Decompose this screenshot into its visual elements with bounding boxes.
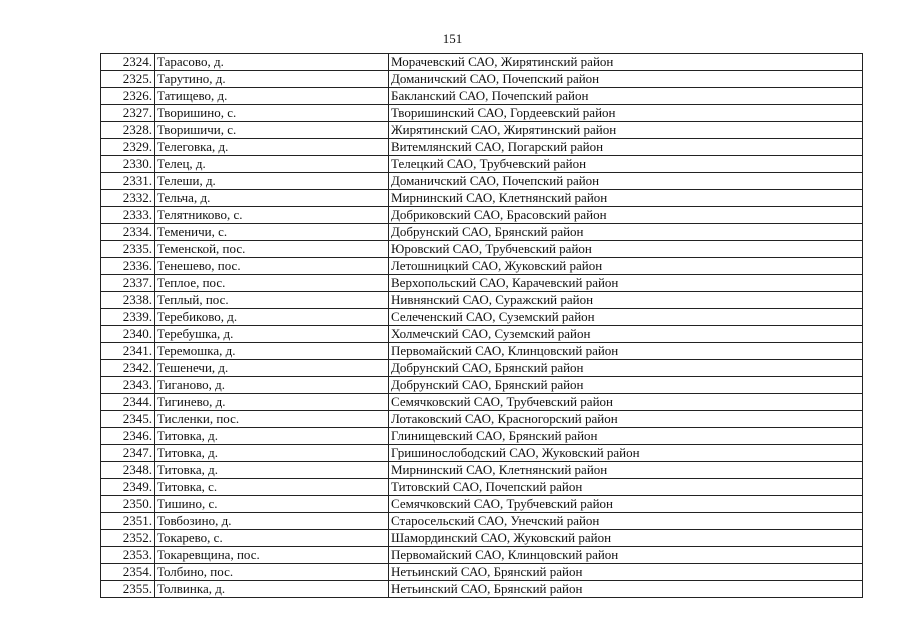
administrative-area: Семячковский САО, Трубчевский район [389,496,863,513]
settlement-name: Тешенечи, д. [155,360,389,377]
settlement-name: Телятниково, с. [155,207,389,224]
table-row [101,241,863,258]
settlement-name: Титовка, с. [155,479,389,496]
table-row [101,224,863,241]
row-number: 2329. [101,139,155,156]
row-number: 2339. [101,309,155,326]
table-row [101,394,863,411]
settlement-name: Телеговка, д. [155,139,389,156]
administrative-area: Добрунский САО, Брянский район [389,360,863,377]
settlement-name: Тисленки, пос. [155,411,389,428]
administrative-area: Верхопольский САО, Карачевский район [389,275,863,292]
settlement-name: Толбино, пос. [155,564,389,581]
administrative-area: Нетьинский САО, Брянский район [389,581,863,598]
settlement-name: Титовка, д. [155,445,389,462]
row-number: 2350. [101,496,155,513]
table-row [101,564,863,581]
table-row [101,360,863,377]
row-number: 2349. [101,479,155,496]
row-number: 2347. [101,445,155,462]
row-number: 2333. [101,207,155,224]
row-number: 2354. [101,564,155,581]
administrative-area: Холмечский САО, Суземский район [389,326,863,343]
row-number: 2330. [101,156,155,173]
row-number: 2338. [101,292,155,309]
row-number: 2324. [101,54,155,71]
table-row [101,513,863,530]
settlement-name: Тиганово, д. [155,377,389,394]
table-row [101,54,863,71]
row-number: 2344. [101,394,155,411]
administrative-area: Нивнянский САО, Суражский район [389,292,863,309]
settlement-name: Тарасово, д. [155,54,389,71]
settlement-name: Тельча, д. [155,190,389,207]
settlement-name: Теребиково, д. [155,309,389,326]
settlements-table-body [101,54,863,598]
administrative-area: Титовский САО, Почепский район [389,479,863,496]
row-number: 2353. [101,547,155,564]
row-number: 2335. [101,241,155,258]
settlement-name: Телеши, д. [155,173,389,190]
settlement-name: Теплый, пос. [155,292,389,309]
table-row [101,326,863,343]
table-row [101,258,863,275]
table-row [101,445,863,462]
row-number: 2331. [101,173,155,190]
page-number: 151 [442,31,463,46]
table-row [101,479,863,496]
row-number: 2325. [101,71,155,88]
row-number: 2355. [101,581,155,598]
row-number: 2343. [101,377,155,394]
table-row [101,105,863,122]
settlement-name: Титовка, д. [155,462,389,479]
settlements-table [100,53,863,598]
settlement-name: Тигинево, д. [155,394,389,411]
administrative-area: Старосельский САО, Унечский район [389,513,863,530]
table-row [101,309,863,326]
table-row [101,71,863,88]
table-row [101,377,863,394]
table-row [101,530,863,547]
row-number: 2328. [101,122,155,139]
row-number: 2341. [101,343,155,360]
row-number: 2326. [101,88,155,105]
table-row [101,462,863,479]
administrative-area: Первомайский САО, Клинцовский район [389,547,863,564]
administrative-area: Мирнинский САО, Клетнянский район [389,190,863,207]
administrative-area: Первомайский САО, Клинцовский район [389,343,863,360]
table-row [101,411,863,428]
row-number: 2348. [101,462,155,479]
administrative-area: Доманичский САО, Почепский район [389,71,863,88]
settlement-name: Тишино, с. [155,496,389,513]
settlement-name: Теплое, пос. [155,275,389,292]
table-row [101,275,863,292]
administrative-area: Добриковский САО, Брасовский район [389,207,863,224]
settlement-name: Токаревщина, пос. [155,547,389,564]
table-row [101,496,863,513]
settlement-name: Тенешево, пос. [155,258,389,275]
table-row [101,156,863,173]
table-row [101,139,863,156]
administrative-area: Морачевский САО, Жирятинский район [389,54,863,71]
administrative-area: Мирнинский САО, Клетнянский район [389,462,863,479]
administrative-area: Гришинослободский САО, Жуковский район [389,445,863,462]
row-number: 2351. [101,513,155,530]
row-number: 2336. [101,258,155,275]
administrative-area: Доманичский САО, Почепский район [389,173,863,190]
administrative-area: Нетьинский САО, Брянский район [389,564,863,581]
table-row [101,190,863,207]
settlement-name: Телец, д. [155,156,389,173]
administrative-area: Жирятинский САО, Жирятинский район [389,122,863,139]
settlement-name: Теребушка, д. [155,326,389,343]
administrative-area: Телецкий САО, Трубчевский район [389,156,863,173]
settlement-name: Толвинка, д. [155,581,389,598]
administrative-area: Селеченский САО, Суземский район [389,309,863,326]
row-number: 2345. [101,411,155,428]
table-row [101,547,863,564]
settlement-name: Теремошка, д. [155,343,389,360]
row-number: 2334. [101,224,155,241]
row-number: 2332. [101,190,155,207]
table-row [101,207,863,224]
administrative-area: Добрунский САО, Брянский район [389,224,863,241]
settlement-name: Теменской, пос. [155,241,389,258]
settlement-name: Тарутино, д. [155,71,389,88]
administrative-area: Бакланский САО, Почепский район [389,88,863,105]
table-row [101,343,863,360]
administrative-area: Летошницкий САО, Жуковский район [389,258,863,275]
settlement-name: Творишичи, с. [155,122,389,139]
administrative-area: Семячковский САО, Трубчевский район [389,394,863,411]
row-number: 2352. [101,530,155,547]
administrative-area: Витемлянский САО, Погарский район [389,139,863,156]
administrative-area: Глинищевский САО, Брянский район [389,428,863,445]
settlement-name: Токарево, с. [155,530,389,547]
row-number: 2327. [101,105,155,122]
row-number: 2340. [101,326,155,343]
row-number: 2346. [101,428,155,445]
settlement-name: Титовка, д. [155,428,389,445]
settlement-name: Товбозино, д. [155,513,389,530]
administrative-area: Творишинский САО, Гордеевский район [389,105,863,122]
administrative-area: Юровский САО, Трубчевский район [389,241,863,258]
row-number: 2337. [101,275,155,292]
administrative-area: Лотаковский САО, Красногорский район [389,411,863,428]
settlement-name: Татищево, д. [155,88,389,105]
settlement-name: Творишино, с. [155,105,389,122]
table-row [101,581,863,598]
table-row [101,173,863,190]
row-number: 2342. [101,360,155,377]
table-row [101,88,863,105]
table-row [101,428,863,445]
settlement-name: Теменичи, с. [155,224,389,241]
administrative-area: Добрунский САО, Брянский район [389,377,863,394]
table-row [101,292,863,309]
table-row [101,122,863,139]
administrative-area: Шамординский САО, Жуковский район [389,530,863,547]
